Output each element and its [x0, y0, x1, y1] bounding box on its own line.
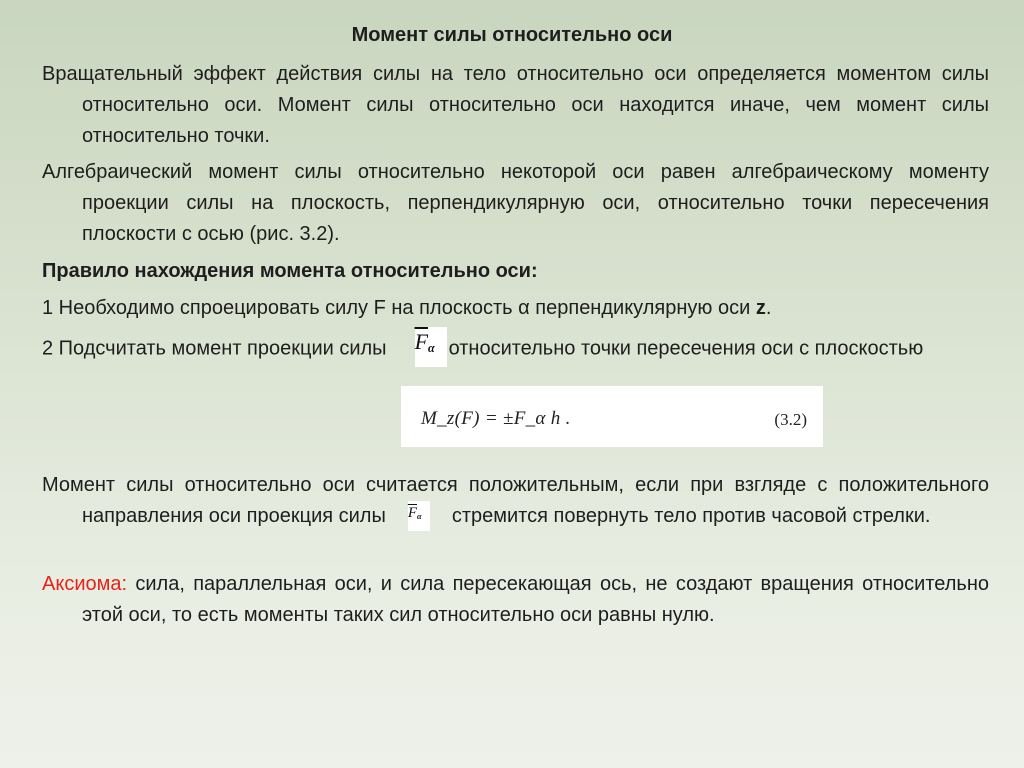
rule-step-2-text-after: относительно точки пересечения оси с плоскостью	[448, 337, 924, 360]
slide-title: Момент силы относительно оси	[351, 24, 673, 46]
rule-step-2-text-before: 2 Подсчитать момент проекции силы	[42, 337, 387, 360]
formula-3-2	[401, 386, 823, 447]
force-projection-letter-small: $\overline{F}$	[407, 504, 418, 521]
rule-heading: Правило нахождения момента относительно оси:	[42, 260, 538, 282]
formula-number: (3.2)	[774, 410, 807, 429]
paragraph-positive-moment	[42, 470, 989, 532]
force-projection-subscript: α	[428, 341, 435, 356]
rule-step-2	[42, 329, 989, 369]
rule-step-1-text: 1 Необходимо спроецировать силу F на плоскость α перпендикулярную оси	[42, 297, 756, 319]
paragraph-algebraic-moment: Алгебраический момент силы относительно некоторой оси равен алгебраическому моменту проекции силы на плоскость, перпендикулярную оси, относительно точки пересечения плоскости с осью (рис. 3.2).	[42, 161, 989, 245]
force-projection-symbol-small	[408, 501, 430, 531]
force-projection-subscript-small: α	[417, 511, 422, 521]
paragraph-positive-moment-before: Момент силы относительно оси считается положительным, если при взгляде с положительного направления оси проекция силы	[42, 474, 989, 527]
axiom-text: сила, параллельная оси, и сила пересекающая ось, не создают вращения относительно этой оси, то есть моменты таких сил относительно оси равны нулю.	[82, 573, 989, 626]
paragraph-positive-moment-after: стремится повернуть тело против часовой стрелки.	[451, 505, 931, 527]
force-projection-letter: $\overline{F}$	[414, 329, 429, 354]
rule-step-1	[42, 293, 989, 324]
paragraph-axiom	[42, 569, 989, 631]
paragraph-rotational-effect: Вращательный эффект действия силы на тело относительно оси определяется моментом силы относительно оси. Момент силы относительно оси находится иначе, чем момент силы относительно точки.	[42, 63, 989, 147]
force-projection-symbol	[415, 327, 447, 367]
formula-expression: M_z(F) = ±F_α h .	[421, 408, 571, 429]
rule-step-1-end: .	[765, 297, 772, 319]
axis-z-label: z	[755, 297, 766, 319]
axiom-label: Аксиома:	[42, 573, 128, 595]
